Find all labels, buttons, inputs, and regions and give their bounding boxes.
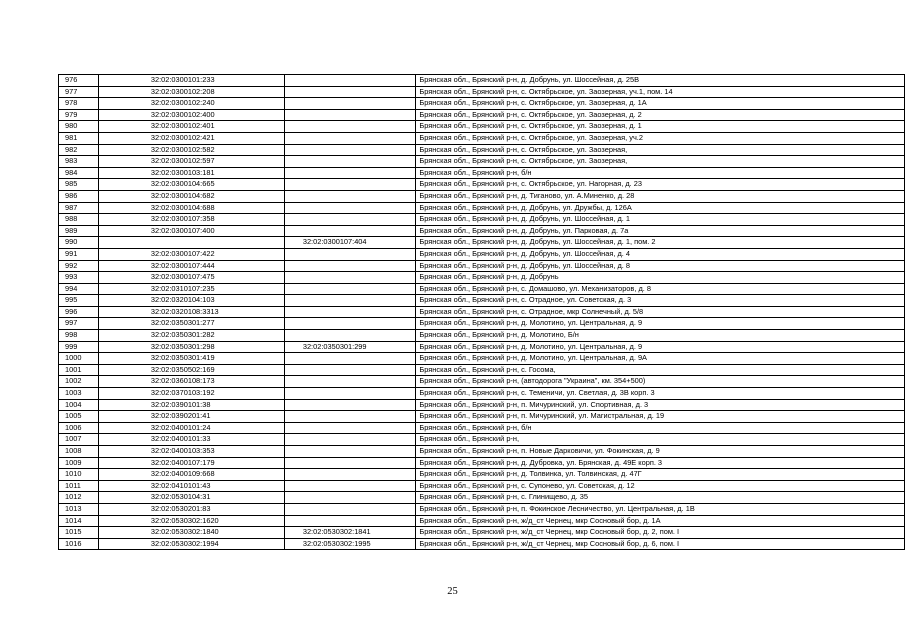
table-row: [59, 248, 905, 260]
table-row: [59, 411, 905, 423]
table-row: [59, 98, 905, 110]
row-number-cell: 1011: [59, 480, 99, 492]
row-number-cell: 993: [59, 272, 99, 284]
related-cadastral-number-cell: [284, 86, 416, 98]
table-row: [59, 399, 905, 411]
related-cadastral-number-cell: [284, 283, 416, 295]
related-cadastral-number-cell: [284, 109, 416, 121]
table-body: [59, 75, 905, 550]
address-cell: Брянская обл., Брянский р-н, д. Добрунь: [416, 272, 905, 284]
row-number-cell: 1004: [59, 399, 99, 411]
table-row: [59, 318, 905, 330]
related-cadastral-number-cell: [284, 306, 416, 318]
table-row: [59, 214, 905, 226]
address-cell: Брянская обл., Брянский р-н, п. Мичуринский, ул. Спортивная, д. 3: [416, 399, 905, 411]
related-cadastral-number-cell: [284, 272, 416, 284]
table-row: [59, 503, 905, 515]
table-row: [59, 260, 905, 272]
cadastral-number-cell: 32:02:0350502:169: [98, 364, 284, 376]
row-number-cell: 1000: [59, 353, 99, 365]
address-cell: Брянская обл., Брянский р-н, б/н: [416, 167, 905, 179]
cadastral-number-cell: 32:02:0300102:597: [98, 156, 284, 168]
address-cell: Брянская обл., Брянский р-н, (автодорога "Украина", км. 354+500): [416, 376, 905, 388]
cadastral-number-cell: 32:02:0390201:41: [98, 411, 284, 423]
cadastral-number-cell: 32:02:0300104:665: [98, 179, 284, 191]
related-cadastral-number-cell: [284, 295, 416, 307]
address-cell: Брянская обл., Брянский р-н, д. Добрунь, ул. Шоссейная, д. 1: [416, 214, 905, 226]
cadastral-number-cell: 32:02:0300101:233: [98, 75, 284, 87]
related-cadastral-number-cell: [284, 469, 416, 481]
cadastral-number-cell: 32:02:0300102:208: [98, 86, 284, 98]
cadastral-number-cell: 32:02:0300102:401: [98, 121, 284, 133]
page-number: 25: [447, 586, 458, 597]
related-cadastral-number-cell: [284, 179, 416, 191]
table-row: [59, 132, 905, 144]
cadastral-number-cell: 32:02:0530104:31: [98, 492, 284, 504]
cadastral-number-cell: 32:02:0400101:24: [98, 422, 284, 434]
address-cell: Брянская обл., Брянский р-н, д. Молотино, ул. Центральная, д. 9: [416, 341, 905, 353]
row-number-cell: 978: [59, 98, 99, 110]
related-cadastral-number-cell: [284, 503, 416, 515]
row-number-cell: 1003: [59, 388, 99, 400]
address-cell: Брянская обл., Брянский р-н, с. Отрадное, мкр Солнечный, д. 5/8: [416, 306, 905, 318]
row-number-cell: 976: [59, 75, 99, 87]
table-row: [59, 283, 905, 295]
cadastral-number-cell: 32:02:0370103:192: [98, 388, 284, 400]
address-cell: Брянская обл., Брянский р-н,: [416, 434, 905, 446]
address-cell: Брянская обл., Брянский р-н, д. Молотино, ул. Центральная, д. 9: [416, 318, 905, 330]
row-number-cell: 1013: [59, 503, 99, 515]
table-row: [59, 422, 905, 434]
row-number-cell: 1009: [59, 457, 99, 469]
related-cadastral-number-cell: [284, 318, 416, 330]
table-row: [59, 190, 905, 202]
row-number-cell: 1014: [59, 515, 99, 527]
related-cadastral-number-cell: [284, 353, 416, 365]
row-number-cell: 1006: [59, 422, 99, 434]
related-cadastral-number-cell: [284, 457, 416, 469]
table-row: [59, 121, 905, 133]
cadastral-number-cell: 32:02:0350301:419: [98, 353, 284, 365]
cadastral-number-cell: 32:02:0530302:1840: [98, 527, 284, 539]
cadastral-number-cell: 32:02:0320104:103: [98, 295, 284, 307]
table-row: [59, 237, 905, 249]
row-number-cell: 990: [59, 237, 99, 249]
cadastral-number-cell: [98, 237, 284, 249]
address-cell: Брянская обл., Брянский р-н, с. Октябрьское, ул. Заозерная, уч.1, пом. 14: [416, 86, 905, 98]
table-row: [59, 388, 905, 400]
related-cadastral-number-cell: [284, 388, 416, 400]
address-cell: Брянская обл., Брянский р-н, д. Добрунь, ул. Дружбы, д. 126А: [416, 202, 905, 214]
cadastral-number-cell: 32:02:0350301:282: [98, 330, 284, 342]
table-row: [59, 167, 905, 179]
row-number-cell: 988: [59, 214, 99, 226]
related-cadastral-number-cell: [284, 399, 416, 411]
table-row: [59, 492, 905, 504]
address-cell: Брянская обл., Брянский р-н, ж/д_ст Чернец, мкр Сосновый бор, д. 1А: [416, 515, 905, 527]
cadastral-table: [58, 74, 905, 550]
address-cell: Брянская обл., Брянский р-н, с. Супонево, ул. Советская, д. 12: [416, 480, 905, 492]
row-number-cell: 989: [59, 225, 99, 237]
row-number-cell: 981: [59, 132, 99, 144]
related-cadastral-number-cell: [284, 75, 416, 87]
related-cadastral-number-cell: 32:02:0300107:404: [284, 237, 416, 249]
row-number-cell: 985: [59, 179, 99, 191]
row-number-cell: 1005: [59, 411, 99, 423]
related-cadastral-number-cell: 32:02:0350301:299: [284, 341, 416, 353]
related-cadastral-number-cell: [284, 121, 416, 133]
table-row: [59, 179, 905, 191]
cadastral-number-cell: 32:02:0300107:400: [98, 225, 284, 237]
cadastral-number-cell: 32:02:0530201:83: [98, 503, 284, 515]
address-cell: Брянская обл., Брянский р-н, д. Тиганово, ул. А.Миненко, д. 28: [416, 190, 905, 202]
table-row: [59, 156, 905, 168]
cadastral-number-cell: 32:02:0400101:33: [98, 434, 284, 446]
cadastral-number-cell: 32:02:0400107:179: [98, 457, 284, 469]
row-number-cell: 979: [59, 109, 99, 121]
row-number-cell: 982: [59, 144, 99, 156]
table-row: [59, 86, 905, 98]
address-cell: Брянская обл., Брянский р-н, д. Добрунь, ул. Шоссейная, д. 1, пом. 2: [416, 237, 905, 249]
related-cadastral-number-cell: [284, 144, 416, 156]
address-cell: Брянская обл., Брянский р-н, ж/д_ст Чернец, мкр Сосновый бор, д. 2, пом. I: [416, 527, 905, 539]
related-cadastral-number-cell: [284, 492, 416, 504]
address-cell: Брянская обл., Брянский р-н, д. Молотино, Б/н: [416, 330, 905, 342]
related-cadastral-number-cell: 32:02:0530302:1995: [284, 538, 416, 550]
cadastral-number-cell: 32:02:0300102:582: [98, 144, 284, 156]
address-cell: Брянская обл., Брянский р-н, с. Октябрьское, ул. Заозерная, д. 1: [416, 121, 905, 133]
table-row: [59, 457, 905, 469]
table-row: [59, 434, 905, 446]
cadastral-number-cell: 32:02:0360108:173: [98, 376, 284, 388]
cadastral-number-cell: 32:02:0300104:682: [98, 190, 284, 202]
table-row: [59, 480, 905, 492]
address-cell: Брянская обл., Брянский р-н, п. Фокинское Лесничество, ул. Центральная, д. 1В: [416, 503, 905, 515]
cadastral-number-cell: 32:02:0300102:400: [98, 109, 284, 121]
table-row: [59, 225, 905, 237]
table-row: [59, 272, 905, 284]
address-cell: Брянская обл., Брянский р-н, д. Добрунь, ул. Парковая, д. 7а: [416, 225, 905, 237]
row-number-cell: 1012: [59, 492, 99, 504]
related-cadastral-number-cell: 32:02:0530302:1841: [284, 527, 416, 539]
cadastral-number-cell: 32:02:0300103:181: [98, 167, 284, 179]
address-cell: Брянская обл., Брянский р-н, с. Теменичи, ул. Светлая, д. 3В корп. 3: [416, 388, 905, 400]
related-cadastral-number-cell: [284, 422, 416, 434]
cadastral-number-cell: 32:02:0350301:277: [98, 318, 284, 330]
row-number-cell: 1007: [59, 434, 99, 446]
cadastral-number-cell: 32:02:0300102:421: [98, 132, 284, 144]
address-cell: Брянская обл., Брянский р-н, с. Октябрьское, ул. Нагорная, д. 23: [416, 179, 905, 191]
cadastral-number-cell: 32:02:0300107:358: [98, 214, 284, 226]
related-cadastral-number-cell: [284, 260, 416, 272]
related-cadastral-number-cell: [284, 225, 416, 237]
related-cadastral-number-cell: [284, 515, 416, 527]
address-cell: Брянская обл., Брянский р-н, с. Октябрьское, ул. Заозерная,: [416, 156, 905, 168]
address-cell: Брянская обл., Брянский р-н, д. Добрунь, ул. Шоссейная, д. 25В: [416, 75, 905, 87]
cadastral-number-cell: 32:02:0400103:353: [98, 446, 284, 458]
address-cell: Брянская обл., Брянский р-н, д. Толвинка, ул. Толвинская, д. 47Г: [416, 469, 905, 481]
row-number-cell: 991: [59, 248, 99, 260]
row-number-cell: 999: [59, 341, 99, 353]
table-row: [59, 469, 905, 481]
row-number-cell: 998: [59, 330, 99, 342]
cadastral-number-cell: 32:02:0300107:422: [98, 248, 284, 260]
address-cell: Брянская обл., Брянский р-н, ж/д_ст Чернец, мкр Сосновый бор, д. 6, пом. I: [416, 538, 905, 550]
related-cadastral-number-cell: [284, 446, 416, 458]
table-row: [59, 295, 905, 307]
address-cell: Брянская обл., Брянский р-н, с. Госома,: [416, 364, 905, 376]
cadastral-number-cell: 32:02:0310107:235: [98, 283, 284, 295]
address-cell: Брянская обл., Брянский р-н, д. Добрунь, ул. Шоссейная, д. 8: [416, 260, 905, 272]
row-number-cell: 984: [59, 167, 99, 179]
row-number-cell: 987: [59, 202, 99, 214]
address-cell: Брянская обл., Брянский р-н, д. Молотино, ул. Центральная, д. 9А: [416, 353, 905, 365]
row-number-cell: 986: [59, 190, 99, 202]
table-row: [59, 527, 905, 539]
address-cell: Брянская обл., Брянский р-н, с. Октябрьское, ул. Заозерная, д. 1А: [416, 98, 905, 110]
related-cadastral-number-cell: [284, 167, 416, 179]
row-number-cell: 983: [59, 156, 99, 168]
address-cell: Брянская обл., Брянский р-н, б/н: [416, 422, 905, 434]
table-row: [59, 75, 905, 87]
related-cadastral-number-cell: [284, 434, 416, 446]
table-row: [59, 341, 905, 353]
table-row: [59, 376, 905, 388]
address-cell: Брянская обл., Брянский р-н, с. Домашово, ул. Механизаторов, д. 8: [416, 283, 905, 295]
address-cell: Брянская обл., Брянский р-н, с. Октябрьское, ул. Заозерная, д. 2: [416, 109, 905, 121]
cadastral-number-cell: 32:02:0390101:38: [98, 399, 284, 411]
row-number-cell: 1015: [59, 527, 99, 539]
table-row: [59, 446, 905, 458]
address-cell: Брянская обл., Брянский р-н, с. Глинищево, д. 35: [416, 492, 905, 504]
related-cadastral-number-cell: [284, 248, 416, 260]
table-row: [59, 330, 905, 342]
cadastral-number-cell: 32:02:0300104:688: [98, 202, 284, 214]
related-cadastral-number-cell: [284, 376, 416, 388]
cadastral-number-cell: 32:02:0300107:475: [98, 272, 284, 284]
row-number-cell: 1008: [59, 446, 99, 458]
address-cell: Брянская обл., Брянский р-н, с. Отрадное, ул. Советская, д. 3: [416, 295, 905, 307]
row-number-cell: 994: [59, 283, 99, 295]
table-row: [59, 109, 905, 121]
cadastral-number-cell: 32:02:0530302:1994: [98, 538, 284, 550]
cadastral-number-cell: 32:02:0320108:3313: [98, 306, 284, 318]
table-row: [59, 364, 905, 376]
cadastral-number-cell: 32:02:0410101:43: [98, 480, 284, 492]
row-number-cell: 1001: [59, 364, 99, 376]
table-row: [59, 353, 905, 365]
related-cadastral-number-cell: [284, 364, 416, 376]
address-cell: Брянская обл., Брянский р-н, п. Новые Дарковичи, ул. Фокинская, д. 9: [416, 446, 905, 458]
row-number-cell: 977: [59, 86, 99, 98]
address-cell: Брянская обл., Брянский р-н, с. Октябрьское, ул. Заозерная, уч.2: [416, 132, 905, 144]
related-cadastral-number-cell: [284, 202, 416, 214]
address-cell: Брянская обл., Брянский р-н, д. Добрунь, ул. Шоссейная, д. 4: [416, 248, 905, 260]
row-number-cell: 997: [59, 318, 99, 330]
address-cell: Брянская обл., Брянский р-н, с. Октябрьское, ул. Заозерная,: [416, 144, 905, 156]
address-cell: Брянская обл., Брянский р-н, п. Мичуринский, ул. Магистральная, д. 19: [416, 411, 905, 423]
related-cadastral-number-cell: [284, 214, 416, 226]
row-number-cell: 995: [59, 295, 99, 307]
related-cadastral-number-cell: [284, 480, 416, 492]
row-number-cell: 1010: [59, 469, 99, 481]
cadastral-number-cell: 32:02:0350301:298: [98, 341, 284, 353]
related-cadastral-number-cell: [284, 98, 416, 110]
related-cadastral-number-cell: [284, 132, 416, 144]
cadastral-number-cell: 32:02:0400109:668: [98, 469, 284, 481]
table-row: [59, 515, 905, 527]
row-number-cell: 996: [59, 306, 99, 318]
related-cadastral-number-cell: [284, 411, 416, 423]
row-number-cell: 980: [59, 121, 99, 133]
table-row: [59, 144, 905, 156]
cadastral-number-cell: 32:02:0530302:1620: [98, 515, 284, 527]
related-cadastral-number-cell: [284, 156, 416, 168]
row-number-cell: 992: [59, 260, 99, 272]
row-number-cell: 1016: [59, 538, 99, 550]
row-number-cell: 1002: [59, 376, 99, 388]
cadastral-number-cell: 32:02:0300107:444: [98, 260, 284, 272]
cadastral-number-cell: 32:02:0300102:240: [98, 98, 284, 110]
related-cadastral-number-cell: [284, 330, 416, 342]
related-cadastral-number-cell: [284, 190, 416, 202]
table-row: [59, 306, 905, 318]
address-cell: Брянская обл., Брянский р-н, д. Дубровка, ул. Брянская, д. 49Е корп. 3: [416, 457, 905, 469]
table-row: [59, 202, 905, 214]
table-row: [59, 538, 905, 550]
